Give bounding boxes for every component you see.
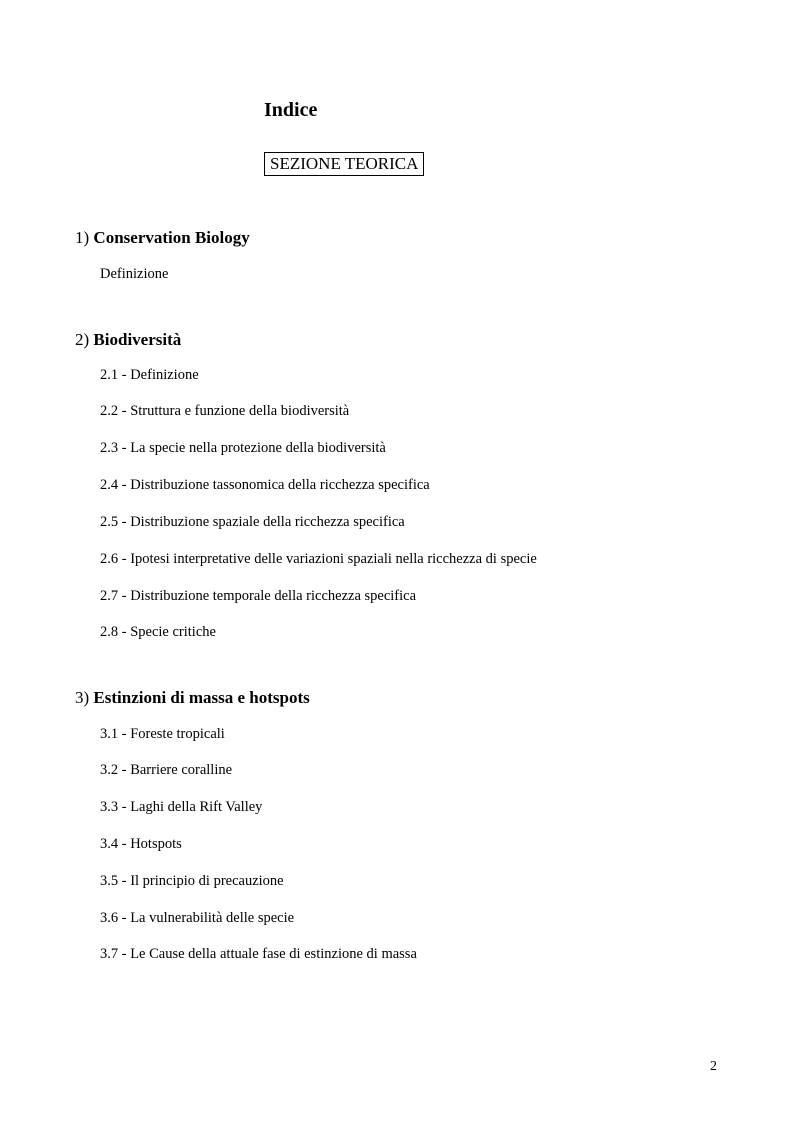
chapter-title: Estinzioni di massa e hotspots [93,688,310,707]
chapter-heading-2 [75,328,181,352]
page-title: Indice [264,99,318,121]
page-number: 2 [710,1059,717,1074]
section-label-box: SEZIONE TEORICA [264,152,424,176]
chapter-number: 1) [75,228,90,247]
chapter-heading-3 [75,686,310,710]
toc-entry: 3.3 - Laghi della Rift Valley [100,799,263,815]
toc-entry: 3.1 - Foreste tropicali [100,726,225,742]
chapter-number: 2) [75,330,90,349]
toc-entry: 3.7 - Le Cause della attuale fase di estinzione di massa [100,946,417,962]
toc-entry: 2.5 - Distribuzione spaziale della ricchezza specifica [100,514,405,530]
chapter-number: 3) [75,688,90,707]
toc-entry: 2.8 - Specie critiche [100,624,216,640]
toc-entry: 2.6 - Ipotesi interpretative delle variazioni spaziali nella ricchezza di specie [100,551,537,567]
chapter-heading-1 [75,226,250,250]
toc-entry: 3.5 - Il principio di precauzione [100,873,284,889]
toc-entry: 2.2 - Struttura e funzione della biodiversità [100,403,350,419]
toc-entry: 3.6 - La vulnerabilità delle specie [100,910,295,926]
chapter-title: Conservation Biology [93,228,250,247]
toc-entry: 3.4 - Hotspots [100,836,182,852]
chapter-title: Biodiversità [93,330,182,349]
toc-entry: 2.7 - Distribuzione temporale della ricchezza specifica [100,588,417,604]
toc-entry: Definizione [100,266,169,282]
toc-entry: 3.2 - Barriere coralline [100,762,233,778]
toc-entry: 2.4 - Distribuzione tassonomica della ricchezza specifica [100,477,430,493]
toc-entry: 2.3 - La specie nella protezione della biodiversità [100,440,386,456]
toc-entry: 2.1 - Definizione [100,367,199,383]
